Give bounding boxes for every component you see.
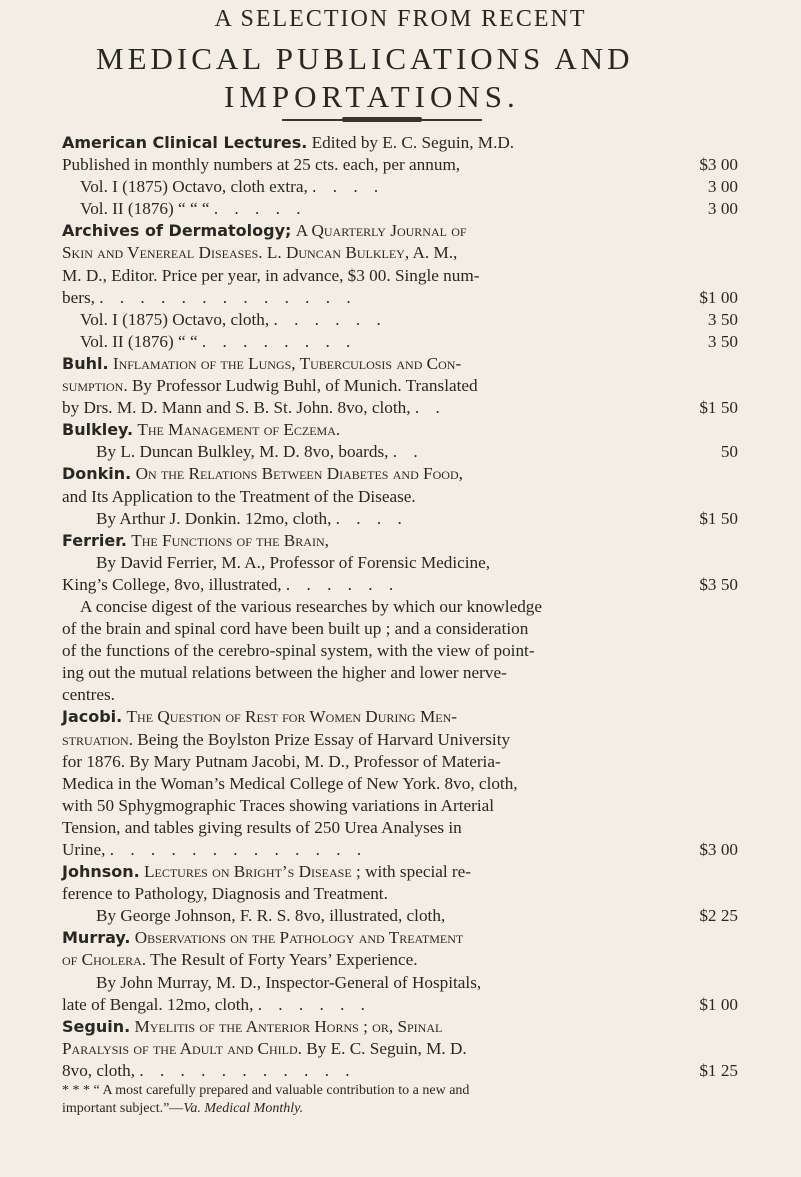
entry-text: By David Ferrier, M. A., Professor of Forensic Medicine, <box>96 552 491 572</box>
volume-price: 3 00 <box>707 199 738 219</box>
entry-text: of the brain and spinal cord have been built up ; and a consideration <box>62 619 529 639</box>
decorative-rule <box>282 119 482 121</box>
leader-dots: . . . . . <box>213 199 307 219</box>
entry-text: Edited by E. C. Seguin, M.D. <box>311 133 515 152</box>
entry-text: sumption. <box>62 376 128 396</box>
leader-dots: . . <box>414 398 446 418</box>
entry-text: with 50 Sphygmographic Traces showing variations in Arterial <box>62 795 495 815</box>
entry-seguin <box>62 1016 738 1118</box>
entry-text: Inflamation of the Lungs, Tuberculosis and Con- <box>112 353 462 373</box>
review-quote: * * * “ A most carefully prepared and valuable contribution to a new and <box>62 1083 470 1099</box>
entry-text: The Management of Eczema. <box>137 420 341 440</box>
entry-johnson <box>62 861 738 927</box>
entry-text: The Question of Rest for Women During Men- <box>126 707 457 727</box>
entry-text: On the Relations Between Diabetes and Food, <box>135 464 463 484</box>
entry-text: M. D., Editor. Price per year, in advance, $3 00. Single num- <box>62 265 480 285</box>
entry-price: $3 50 <box>699 574 738 594</box>
entry-text: late of Bengal. 12mo, cloth, <box>62 994 254 1014</box>
entry-text: Myelitis of the Anterior Horns ; or, Spinal <box>134 1016 443 1036</box>
entry-donkin <box>62 463 738 529</box>
entry-price: $1 00 <box>699 994 738 1014</box>
entry-text: By Professor Ludwig Buhl, of Munich. Translated <box>131 376 478 396</box>
volume-label: Vol. II (1876) “ “ “ <box>80 199 210 219</box>
entry-title: American Clinical Lectures. <box>62 133 308 152</box>
entry-archives-of-dermatology <box>62 220 738 353</box>
entry-text: L. Duncan Bulkley, A. M., <box>266 243 458 263</box>
entry-text: By E. C. Seguin, M. D. <box>306 1038 467 1058</box>
entry-price: $3 00 <box>699 155 738 175</box>
leader-dots: . . . . . . <box>257 994 371 1014</box>
volume-label: Vol. I (1875) Octavo, cloth extra, <box>80 177 308 197</box>
entry-title: Jacobi. <box>62 707 123 727</box>
entry-american-clinical-lectures <box>62 132 738 220</box>
entry-title: Seguin. <box>62 1016 131 1036</box>
entry-text: The Functions of the Brain, <box>131 530 329 550</box>
entry-text: Urine, <box>62 840 106 859</box>
header-line2: IMPORTATIONS. <box>224 79 520 114</box>
entry-text: By L. Duncan Bulkley, M. D. 8vo, boards, <box>96 442 389 462</box>
entry-text: with special re- <box>365 862 472 882</box>
entry-text: centres. <box>62 685 115 705</box>
review-quote: important subject.”— <box>62 1101 184 1117</box>
entry-price: $1 25 <box>699 1060 738 1080</box>
header-top: A SELECTION FROM RECENT <box>214 6 587 32</box>
entry-text: Paralysis of the Adult and Child. <box>62 1038 302 1058</box>
leader-dots: . . . . . . . . . . . . . <box>99 287 357 307</box>
entry-title: Johnson. <box>62 862 140 882</box>
review-source: Va. Medical Monthly. <box>183 1101 304 1117</box>
volume-label: Vol. I (1875) Octavo, cloth, <box>80 309 270 329</box>
volume-label: Vol. II (1876) “ “ <box>80 331 198 351</box>
header-line1: MEDICAL PUBLICATIONS AND <box>96 41 634 76</box>
entry-text: Observations on the Pathology and Treatment <box>134 928 464 948</box>
leader-dots: . . . . . . . . <box>201 331 357 351</box>
entry-text: ing out the mutual relations between the higher and lower nerve- <box>62 663 507 683</box>
volume-price: 3 50 <box>707 331 738 351</box>
entry-price: $1 00 <box>699 287 738 307</box>
entry-murray <box>62 927 738 1015</box>
entry-price: $1 50 <box>699 508 738 528</box>
entry-text: By John Murray, M. D., Inspector-General of Hospitals, <box>96 972 482 992</box>
entry-title: Archives of Dermatology; <box>62 221 292 241</box>
entry-buhl <box>62 353 738 419</box>
entry-text: Lectures on Bright’s Disease ; <box>144 862 361 882</box>
entry-text: By Arthur J. Donkin. 12mo, cloth, <box>96 508 332 528</box>
entry-text: Medica in the Woman’s Medical College of New York. 8vo, cloth, <box>62 773 518 793</box>
entry-title: Murray. <box>62 928 131 948</box>
entry-text: Tension, and tables giving results of 250 Urea Analyses in <box>62 817 462 837</box>
entry-text: struation. <box>62 729 133 749</box>
entry-text: King’s College, 8vo, illustrated, <box>62 574 282 594</box>
leader-dots: . . <box>392 442 424 462</box>
entry-price: 50 <box>720 442 738 462</box>
entry-text: and Its Application to the Treatment of the Disease. <box>62 486 416 506</box>
entry-text: Being the Boylston Prize Essay of Harvard University <box>137 729 511 749</box>
leader-dots: . . . . . . . . . . . . . <box>109 840 368 859</box>
entry-jacobi <box>62 706 738 861</box>
entry-text: of Cholera. <box>62 950 147 970</box>
entry-text: Skin and Venereal Diseases. <box>62 243 263 263</box>
entry-title: Bulkley. <box>62 420 134 440</box>
entry-text: ference to Pathology, Diagnosis and Treatment. <box>62 884 388 904</box>
entry-price: $2 25 <box>699 906 738 926</box>
entry-list <box>62 132 738 1118</box>
entry-text: The Result of Forty Years’ Experience. <box>150 950 418 970</box>
entry-price: $1 50 <box>699 398 738 418</box>
entry-text: Published in monthly numbers at 25 cts. each, per annum, <box>62 155 461 175</box>
entry-text: by Drs. M. D. Mann and S. B. St. John. 8vo, cloth, <box>62 398 411 418</box>
leader-dots: . . . . . . . . . . . <box>139 1060 356 1080</box>
entry-price: $3 00 <box>699 840 738 859</box>
entry-text: 8vo, cloth, <box>62 1060 136 1080</box>
entry-bulkley <box>62 419 738 463</box>
entry-text: A concise digest of the various researches by which our knowledge <box>80 596 543 616</box>
entry-text: By George Johnson, F. R. S. 8vo, illustrated, cloth, <box>96 906 446 926</box>
header-main <box>96 40 796 116</box>
entry-text: bers, <box>62 287 95 307</box>
leader-dots: . . . . <box>312 177 385 197</box>
entry-text: A Quarterly Journal of <box>295 221 467 241</box>
leader-dots: . . . . . . <box>273 309 387 329</box>
entry-text: for 1876. By Mary Putnam Jacobi, M. D., Professor of Materia- <box>62 751 501 771</box>
leader-dots: . . . . . . <box>285 574 400 594</box>
volume-price: 3 00 <box>707 177 738 197</box>
entry-title: Donkin. <box>62 464 132 484</box>
entry-title: Ferrier. <box>62 530 127 550</box>
entry-ferrier <box>62 530 738 707</box>
entry-title: Buhl. <box>62 353 109 373</box>
entry-text: of the functions of the cerebro-spinal system, with the view of point- <box>62 641 535 661</box>
volume-price: 3 50 <box>707 309 738 329</box>
leader-dots: . . . . <box>335 508 408 528</box>
